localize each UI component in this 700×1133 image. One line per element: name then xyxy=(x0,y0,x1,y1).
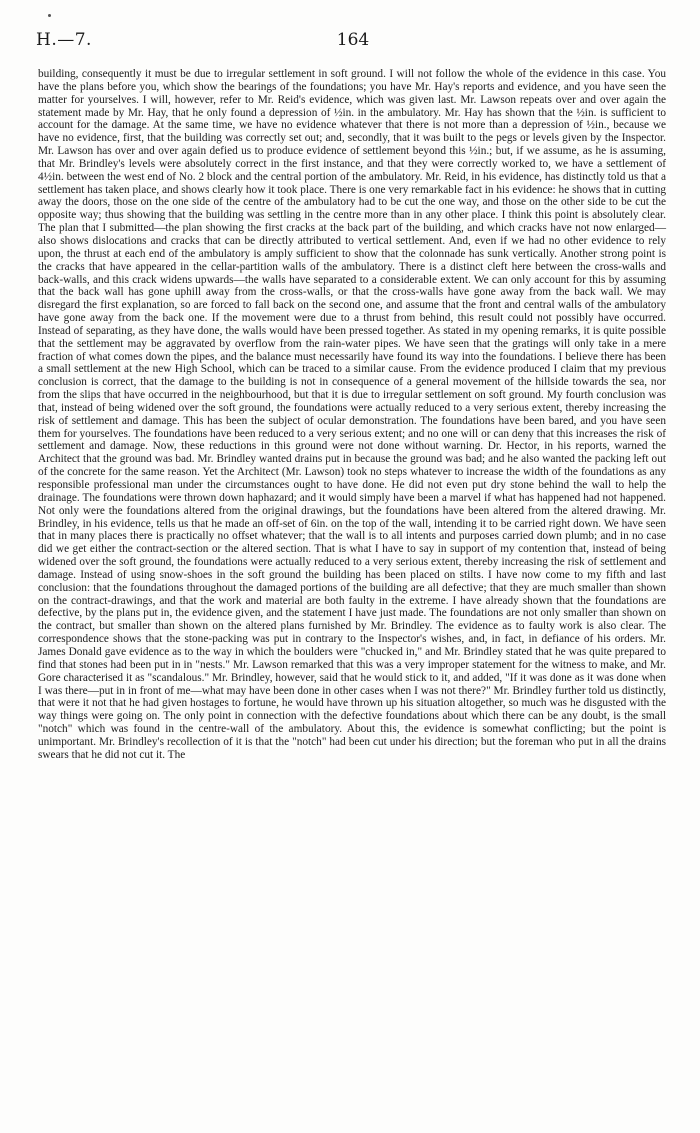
print-speck xyxy=(48,14,51,17)
document-reference: H.—7. xyxy=(36,30,92,50)
body-paragraph: building, consequently it must be due to irregular settlement in soft ground. I will not follow the whole of the evidence in this case. You have the plans before you, which show the bearings of the foundations; you have Mr. Hay's reports and evidence, and you have seen the matter for yourselves. I will, however, refer to Mr. Reid's evidence, which was given last. Mr. Lawson repeats over and over again the statement made by Mr. Hay, that he only found a depression of ½in. in the ambulatory. Mr. Hay has shown that the ½in. is sufficient to account for the damage. At the same time, we have no evidence whatever that there is not more than a depression of ½in., because we have no evidence, first, that the building was correctly set out; and, secondly, that it was built to the pegs or levels given by the Inspector. Mr. Lawson has over and over again defied us to produce evidence of settlement beyond this ½in.; but, if we assume, as he is assuming, that Mr. Brindley's levels were absolutely correct in the first instance, and that they were correctly worked to, we have a settlement of 4½in. between the west end of No. 2 block and the central portion of the ambulatory. Mr. Reid, in his evidence, has distinctly told us that a settlement has taken place, and shows clearly how it took place. There is one very remarkable fact in his evidence: he shows that in cutting away the doors, those on the one side of the centre of the ambulatory had to be cut the one way, and those on the other side to be cut the opposite way; thus showing that the building was settling in the centre more than in any other place. I think this point is absolutely clear. The plan that I submitted—the plan showing the first cracks at the back part of the building, and which cracks have not now enlarged—also shows dislocations and cracks that can be directly attributed to vertical settlement. And, even if we had no other evidence to rely upon, the thrust at each end of the ambulatory is amply sufficient to show that the colonnade has sunk vertically. Another strong point is the cracks that have appeared in the cellar-partition walls of the ambulatory. There is a distinct cleft here between the cross-walls and back-walls, and this crack widens upwards—the walls have separated to a considerable extent. We can only account for this by assuming that the back wall has gone uphill away from the cross-walls, or that the cross-walls have gone away from the back wall. We may disregard the first explanation, so are forced to fall back on the second one, and assume that the front and central walls of the ambulatory have gone away from the back one. If the movement were due to a thrust from behind, this result could not possibly have occurred. Instead of separating, as they have done, the walls would have been pressed together. As stated in my opening remarks, it is quite possible that the settlement may be aggravated by overflow from the rain-water pipes. We have seen that the gratings will only take in a mere fraction of what comes down the pipes, and the balance must necessarily have found its way into the foundations. I believe there has been a small settlement at the new High School, which can be traced to a similar cause. From the evidence produced I claim that my previous conclusion is correct, that the damage to the building is not in consequence of a general movement of the hillside towards the sea, nor from the slips that have occurred in the neighbourhood, but that it is due to irregular settlement on soft ground. My fourth conclusion was that, instead of being widened over the soft ground, the foundations were actually reduced to a very serious extent, thereby increasing the risk of settlement and damage. This has been the subject of ocular demonstration. The foundations have been bared, and you have seen them for yourselves. The foundations have been reduced to a very serious extent; and no one will or can deny that this increases the risk of settlement and damage. Now, these reductions in this ground were not done without warning. Dr. Hector, in his reports, warned the Architect that the ground was bad. Mr. Brindley wanted drains put in because the ground was bad; and he also wanted the packing left out of the concrete for the same reason. Yet the Architect (Mr. Lawson) took no steps whatever to increase the width of the foundations as any responsible professional man under the circumstances ought to have done. He did not even put dry stone behind the wall to help the drainage. The foundations were thrown down haphazard; and it would simply have been a marvel if what has happened had not happened. Not only were the foundations altered from the original drawings, but the foundations have been altered from the altered drawing. Mr. Brindley, in his evidence, tells us that he made an off-set of 6in. on the top of the wall, intending it to be carried right down. We have seen that in many places there is practically no offset whatever; that the wall is to all intents and purposes carried down plumb; and in no case did we get either the contract-section or the altered section. That is what I have to say in support of my contention that, instead of being widened over the soft ground, the foundations were actually reduced to a very serious extent, thereby increasing the risk of settlement and damage. Instead of using snow-shoes in the soft ground the building has been placed on stilts. I have now come to my fifth and last conclusion: that the foundations throughout the damaged portions of the building are all defective; that they are much smaller than shown on the contract-drawings, and that the work and material are both faulty in the extreme. I have already shown that the foundations are defective, by the plans put in, the evidence given, and the statement I have just made. The foundations are not only smaller than shown on the contract, but smaller than shown on the altered plans furnished by Mr. Brindley. The evidence as to faulty work is also clear. The correspondence shows that the stone-packing was put in contrary to the Inspector's wishes, and, in fact, in defiance of his orders. Mr. James Donald gave evidence as to the way in which the boulders were "chucked in," and Mr. Brindley stated that he was quite prepared to find that stones had been put in in "nests." Mr. Lawson remarked that this was a very improper statement for the witness to make, and Mr. Gore characterised it as "scandalous." Mr. Brindley, however, said that he would stick to it, and added, "If it was done as it was done when I was there—put in in front of me—what may have been done in other cases when I was not there?" Mr. Brindley further told us distinctly, that were it not that he had given hostages to fortune, he would have thrown up his situation altogether, so much was he disgusted with the way things were going on. The only point in connection with the defective foundations about which there can be any doubt, is the small "notch" which was found in the centre-wall of the ambulatory. About this, the evidence is somewhat conflicting; but the point is unimportant. Mr. Brindley's recollection of it is that the "notch" had been cut under his direction; but the foreman who put in all the drains swears that he did not cut it. The xyxy=(38,68,666,761)
page-header xyxy=(36,30,670,54)
page-number: 164 xyxy=(336,30,370,50)
